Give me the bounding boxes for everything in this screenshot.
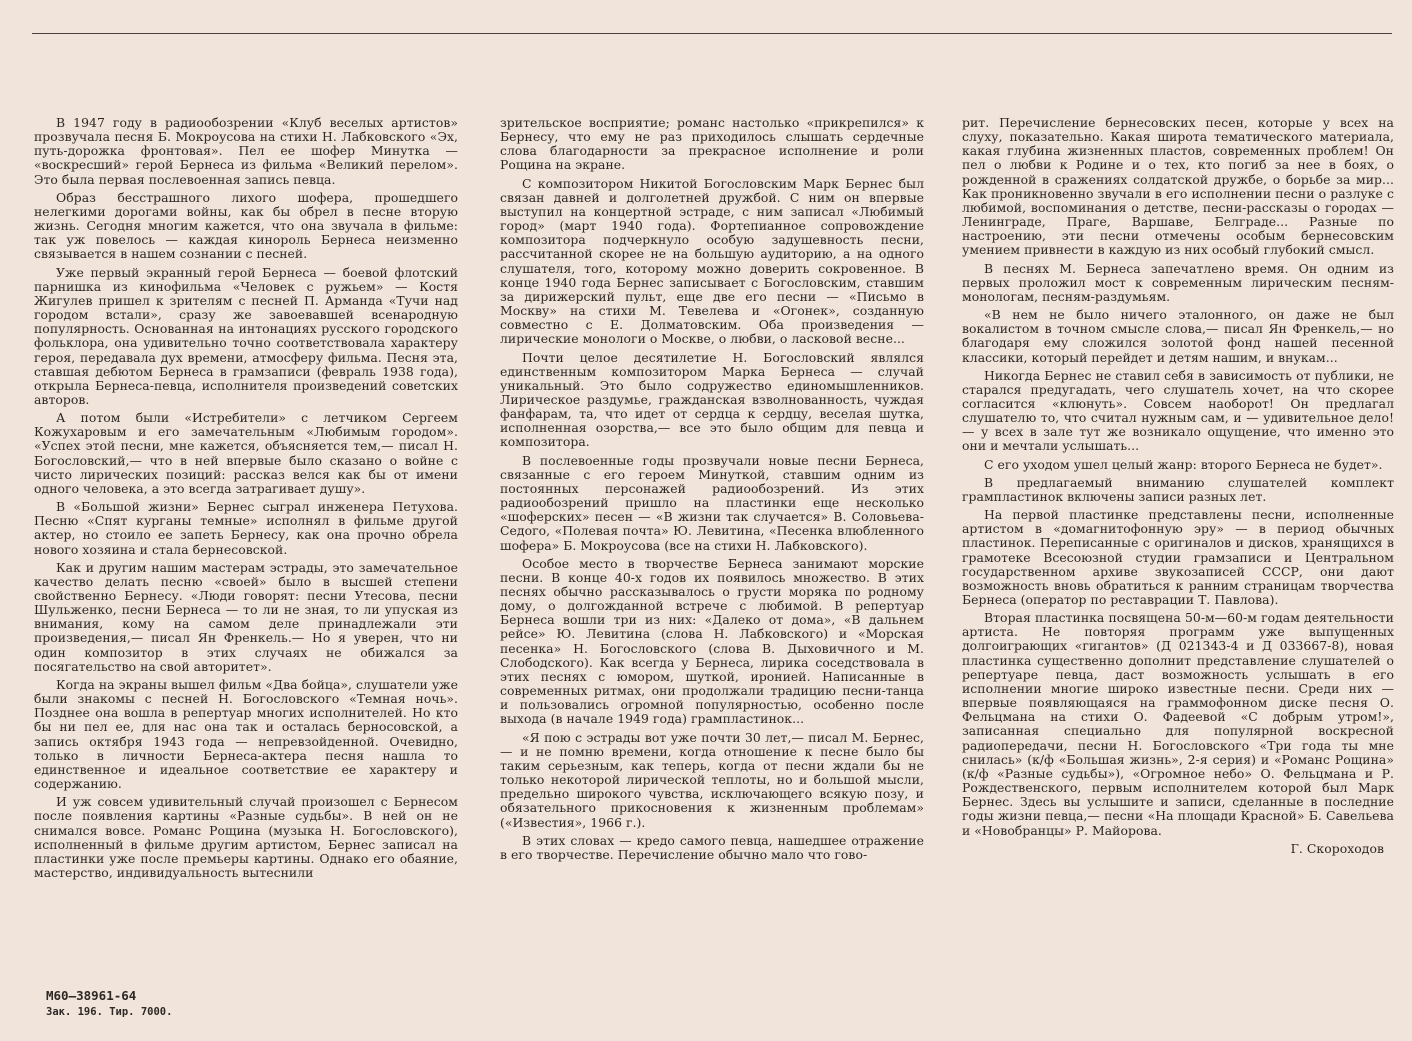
paragraph: рит. Перечисление бернесовских песен, которые у всех на слуху, показательно. Какая широта тематического материала, какая глубина жизненных пластов, современных проблем! Он пел о любви к Родине и о тех, кто погиб за нее в боях, о рожденной в сражениях солдатской дружбе, о борьбе за мир... Как проникновенно звучали в его исполнении песни о разлуке с любимой, воспоминания о детстве, песни-рассказы о городах — Ленинграде, Праге, Варшаве, Белграде... Разные по настроению, эти песни отмечены особым бернесовским умением привнести в каждую из них особый глубокий смысл. [962, 115, 1394, 258]
paragraph: Особое место в творчестве Бернеса занимают морские песни. В конце 40-х годов их появилось множество. В этих песнях обычно рассказывалось о грусти моряка по родному дому, о долгожданной встрече с любимой. В репертуар Бернеса вошли три из них: «Далеко от дома», «В дальнем рейсе» Ю. Левитина (слова Н. Лабковского) и «Морская песенка» Н. Богословского (слова В. Дыховичного и М. Слободского). Как всегда у Бернеса, лирика соседствовала в этих песнях с юмором, шуткой, иронией. Написанные в современных ритмах, они продолжали традицию песни-танца и пользовались огромной популярностью, особенно после выхода (в начале 1949 года) грампластинок... [500, 555, 924, 727]
paragraph: Образ бесстрашного лихого шофера, прошедшего нелегкими дорогами войны, как бы обрел в песне вторую жизнь. Сегодня многим кажется, что она звучала в фильме: так уж повелось — каждая кинороль Бернеса неизменно связывается в нашем сознании с песней. [34, 189, 458, 262]
author-signature: Г. Скороходов [1290, 840, 1384, 856]
paragraph: В песнях М. Бернеса запечатлено время. Он одним из первых проложил мост к современным лирическим песням-монологам, песням-раздумьям. [962, 260, 1394, 304]
paragraph: И уж совсем удивительный случай произошел с Бернесом после появления картины «Разные судьбы». В ней он не снимался вовсе. Романс Рощина (музыка Н. Богословского), исполненный в фильме другим артистом, Бернес записал на пластинки уже после премьеры картины. Однако его обаяние, мастерство, индивидуальность вытеснили [34, 794, 458, 880]
top-rule [32, 33, 1392, 34]
text-column-1 [34, 116, 458, 884]
paragraph: В предлагаемый вниманию слушателей комплект грампластинок включены записи разных лет. [962, 474, 1394, 504]
paragraph: Вторая пластинка посвящена 50-м—60-м годам деятельности артиста. Не повторяя программ уже выпущенных долгоиграющих «гигантов» (Д 021343-4 и Д 033667-8), новая пластинка существенно дополнит представление слушателей о репертуаре певца, даст возможность услышать в его исполнении многие широко известные песни. Среди них — впервые появляющаяся на граммофонном диске песня О. Фельцмана на стихи О. Фадеевой «С добрым утром!», записанная специально для популярной воскресной радиопередачи, песни Н. Богословского «Три года ты мне снилась» (к/ф «Большая жизнь», 2-я серия) и «Романс Рощина» (к/ф «Разные судьбы»), «Огромное небо» О. Фельцмана и Р. Рождественского, первым исполнителем которой был Марк Бернес. Здесь вы услышите и записи, сделанные в последние годы жизни певца,— песни «На площади Красной» Б. Савельева и «Новобранцы» Р. Майорова. [962, 610, 1394, 838]
paragraph: А потом были «Истребители» с летчиком Сергеем Кожухаровым и его замечательным «Любимым городом». «Успех этой песни, мне кажется, объясняется тем,— писал Н. Богословский,— что в ней впервые было сказано о войне с чисто лирических позиций: рассказ велся как бы от имени одного человека, а это всегда затрагивает душу». [34, 410, 458, 496]
paragraph: На первой пластинке представлены песни, исполненные артистом в «домагнитофонную эру» — в период обычных пластинок. Переписанные с оригиналов и дисков, хранящихся в грамотеке Всесоюзной студии грамзаписи и Центральном государственном архиве звукозаписей СССР, они дают возможность вновь обратиться к ранним страницам творчества Бернеса (оператор по реставрации Т. Павлова). [962, 507, 1394, 607]
print-order-info: Зак. 196. Тир. 7000. [46, 1006, 173, 1018]
paragraph: С композитором Никитой Богословским Марк Бернес был связан давней и долголетней дружбой. С ним он впервые выступил на концертной эстраде, с ним записал «Любимый город» (март 1940 года). Фортепианное сопровождение композитора подчеркнуло особую задушевность песни, рассчитанной скорее не на большую аудиторию, а на одного слушателя, того, которому можно доверить сокровенное. В конце 1940 года Бернес записывает с Богословским, ставшим за дирижерский пульт, еще две его песни — «Письмо в Москву» на стихи М. Тевелева и «Огонек», созданную совместно с Е. Долматовским. Оба произведения — лирические монологи о Москве, о любви, о ласковой весне... [500, 175, 924, 347]
paragraph: зрительское восприятие; романс настолько «прикрепился» к Бернесу, что ему не раз приходилось слышать сердечные слова благодарности за прекрасное исполнение и роли Рощина на экране. [500, 115, 924, 173]
paragraph: Почти целое десятилетие Н. Богословский являлся единственным композитором Марка Бернеса — случай уникальный. Это было содружество единомышленников. Лирическое раздумье, гражданская взволнованность, чуждая фанфарам, та, что идет от сердца к сердцу, веселая шутка, исполненная озорства,— все это было общим для певца и композитора. [500, 349, 924, 450]
paragraph: В «Большой жизни» Бернес сыграл инженера Петухова. Песню «Спят курганы темные» исполнял в фильме другой актер, но стоило ее запеть Бернесу, как она прочно обрела нового хозяина и стала бернесовской. [34, 499, 458, 557]
paragraph: Как и другим нашим мастерам эстрады, это замечательное качество делать песню «своей» было в высшей степени свойственно Бернесу. «Люди говорят: песни Утесова, песни Шульженко, песни Бернеса — то ли не зная, то ли упуская из внимания, кому на самом деле принадлежали эти произведения,— писал Ян Френкель.— Но я уверен, что ни один композитор в этих случаях не обижался за посягательство на свой авторитет». [34, 559, 458, 674]
paragraph: В 1947 году в радиообозрении «Клуб веселых артистов» прозвучала песня Б. Мокроусова на стихи Н. Лабковского «Эх, путь-дорожка фронтовая». Пел ее шофер Минутка — «воскресший» герой Бернеса из фильма «Великий перелом». Это была первая послевоенная запись певца. [34, 115, 458, 187]
paragraph: С его уходом ушел целый жанр: второго Бернеса не будет». [984, 456, 1383, 472]
paragraph: «В нем не было ничего эталонного, он даже не был вокалистом в точном смысле слова,— писал Ян Френкель,— но благодаря ему сложился золотой фонд нашей песенной классики, который перейдет и детям нашим, и внукам... [962, 307, 1394, 365]
paragraph: В послевоенные годы прозвучали новые песни Бернеса, связанные с его героем Минуткой, ставшим одним из постоянных персонажей радиообозрений. Из этих радиообозрений пришло на пластинки еще несколько «шоферских» песен — «В жизни так случается» В. Соловьева-Седого, «Полевая почта» Ю. Левитина, «Песенка влюбленного шофера» Б. Мокроусова (все на стихи Н. Лабковского). [500, 452, 924, 553]
paragraph: Никогда Бернес не ставил себя в зависимость от публики, не старался предугадать, чего слушатель хочет, на что скорее согласится «клюнуть». Совсем наоборот! Он предлагал слушателю то, что считал нужным сам, и — удивительное дело! — у всех в зале тут же возникало ощущение, что именно это они и мечтали услышать... [962, 367, 1394, 454]
paragraph: «Я пою с эстрады вот уже почти 30 лет,— писал М. Бернес,— и не помню времени, когда отношение к песне было бы таким серьезным, как теперь, когда от песни ждали бы не только некоторой лирической теплоты, но и большой мысли, предельно широкого чувства, исключающего всякую позу, и обязательного прикосновения к жизненным проблемам» («Известия», 1966 г.). [500, 729, 924, 830]
paragraph: Когда на экраны вышел фильм «Два бойца», слушатели уже были знакомы с песней Н. Богословского «Темная ночь». Позднее она вошла в репертуар многих исполнителей. Но кто бы ни пел ее, для нас она так и осталась берносовской, а запись октября 1943 года — непревзойденной. Очевидно, только в личности Бернеса-актера песня нашла то единственное и идеальное соответствие ее характеру и содержанию. [34, 676, 458, 792]
text-column-3 [962, 116, 1394, 860]
paragraph: Уже первый экранный герой Бернеса — боевой флотский парнишка из кинофильма «Человек с ружьем» — Костя Жигулев пришел к зрителям с песней П. Арманда «Тучи над городом встали», сразу же завоевавшей всенародную популярность. Основанная на интонациях русского городского фольклора, она удивительно точно соответствовала характеру героя, передавала дух времени, атмосферу фильма. Песня эта, ставшая дебютом Бернеса в грамзаписи (февраль 1938 года), открыла Бернеса-певца, исполнителя произведений советских авторов. [34, 264, 458, 407]
print-code: М60—38961-64 [46, 988, 137, 1003]
paragraph: В этих словах — кредо самого певца, нашедшее отражение в его творчестве. Перечисление обычно мало что гово- [500, 832, 924, 862]
text-column-2 [500, 116, 924, 866]
